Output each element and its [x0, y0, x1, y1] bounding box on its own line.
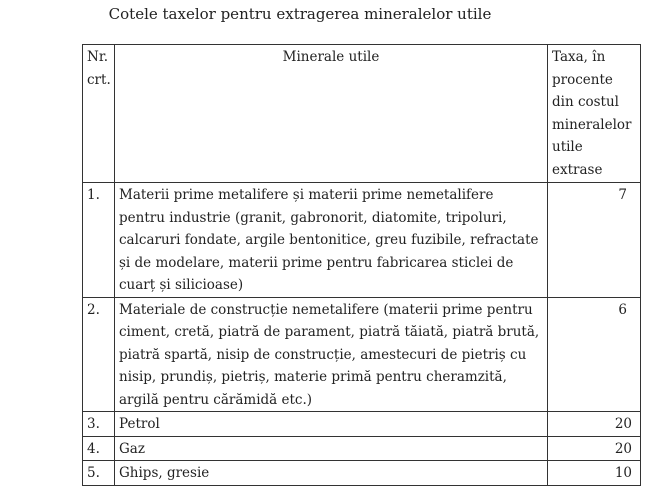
table-header-row: [83, 45, 641, 183]
row-number: 5.: [83, 461, 115, 486]
row-mineral: Ghips, gresie: [115, 461, 548, 486]
row-rate: 6: [548, 297, 641, 412]
tax-rates-table: [82, 44, 641, 486]
header-nr-crt: Nr. crt.: [83, 45, 115, 183]
table-row: [83, 183, 641, 298]
header-taxa: Taxa, în procente din costul mineralelor utile extrase: [548, 45, 641, 183]
header-minerale-utile: Minerale utile: [115, 45, 548, 183]
row-number: 1.: [83, 183, 115, 298]
row-rate: 7: [548, 183, 641, 298]
row-mineral: Materii prime metalifere și materii prime nemetalifere pentru industrie (granit, gabronorit, diatomite, tripoluri, calcaruri fondate, argile bentonitice, greu fuzibile, refractate și de modelare, materii prime pentru fabricarea sticlei de cuarț și silicioase): [115, 183, 548, 298]
table-row: [83, 436, 641, 461]
table-title: Cotele taxelor pentru extragerea mineralelor utile: [108, 5, 492, 23]
row-number: 2.: [83, 297, 115, 412]
row-mineral: Gaz: [115, 436, 548, 461]
row-rate: 20: [548, 436, 641, 461]
row-rate: 10: [548, 461, 641, 486]
row-mineral: Materiale de construcție nemetalifere (materii prime pentru ciment, cretă, piatră de parament, piatră tăiată, piatră brută, piatră spartă, nisip de construcție, amestecuri de pietriș cu nisip, prundiș, pietriș, materie primă pentru cheramzită, argilă pentru cărămidă etc.): [115, 297, 548, 412]
table-row: [83, 412, 641, 437]
row-mineral: Petrol: [115, 412, 548, 437]
row-number: 3.: [83, 412, 115, 437]
table-row: [83, 297, 641, 412]
row-number: 4.: [83, 436, 115, 461]
table-row: [83, 461, 641, 486]
row-rate: 20: [548, 412, 641, 437]
